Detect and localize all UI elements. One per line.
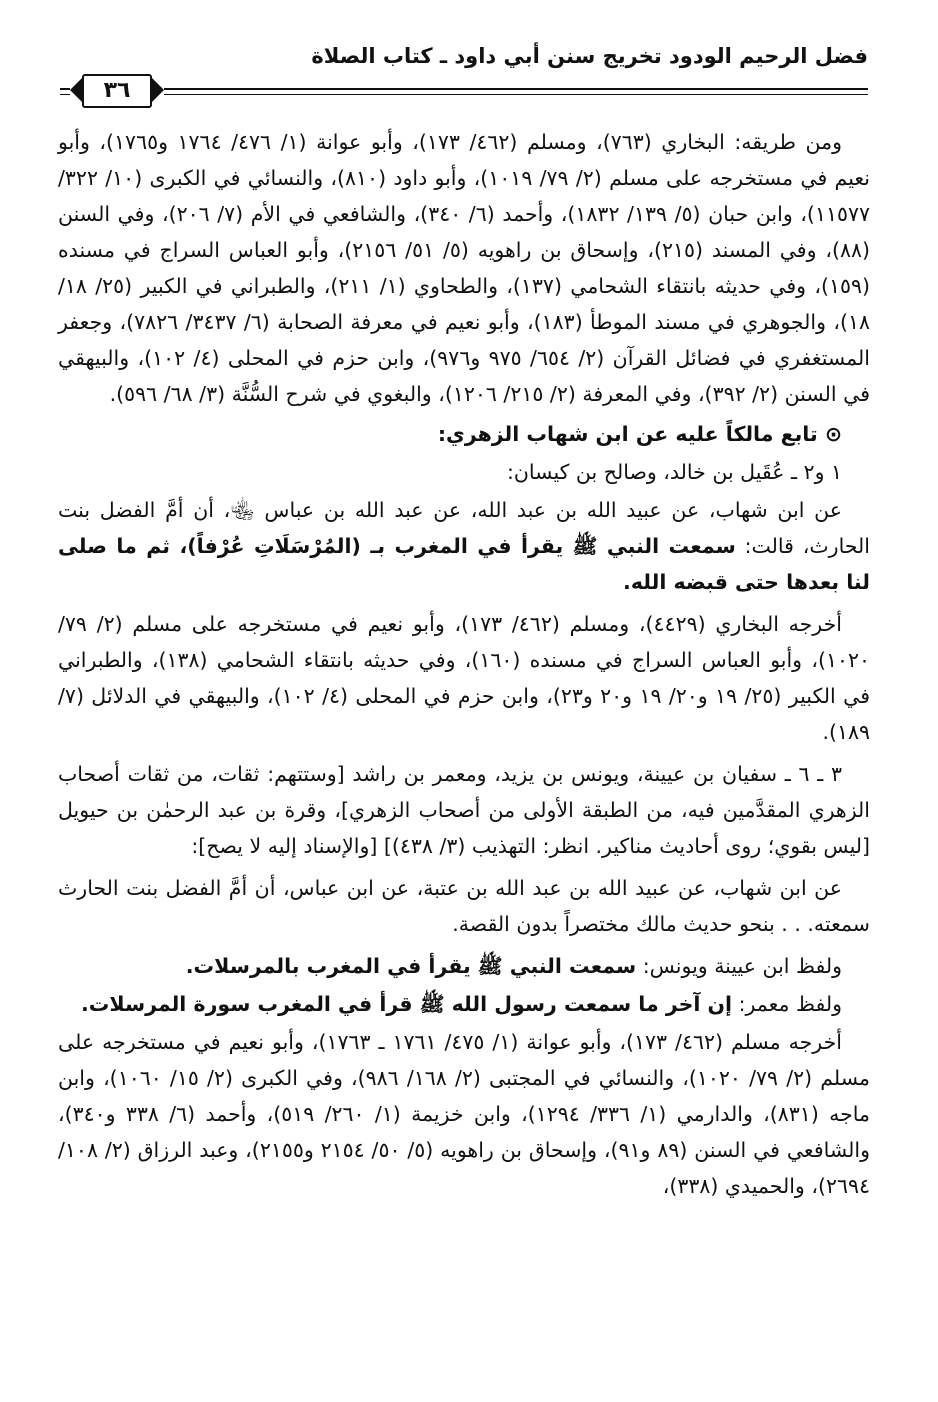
- page-number-ornament: [70, 70, 164, 110]
- hadith-matn: سمعت النبي ﷺ يقرأ في المغرب بـ (المُرْسَلَاتِ عُرْفاً)، ثم ما صلى لنا بعدها حتى قبضه الله.: [58, 534, 870, 594]
- paragraph-wording-2: [58, 986, 870, 1022]
- wording-matn: سمعت النبي ﷺ يقرأ في المغرب بالمرسلات.: [185, 954, 637, 978]
- header-rule-thin: [60, 94, 868, 95]
- paragraph-takhrij-1: ومن طريقه: البخاري (٧٦٣)، ومسلم (٤٦٢/ ١٧٣)، وأبو عوانة (١/ ٤٧٦/ ١٧٦٤ و١٧٦٥)، وأبو نعيم في مستخرجه على مسلم (٢/ ٧٩/ ١٠١٩)، وأبو داود (٨١٠)، والنسائي في الكبرى (١٠/ ٣٢٢/ ١١٥٧٧)، وابن حبان (٥/ ١٣٩/ ١٨٣٢)، وأحمد (٦/ ٣٤٠)، والشافعي في الأم (٧/ ٢٠٦)، وفي السنن (٨٨)، وفي المسند (٢١٥)، وإسحاق بن راهويه (٥/ ٥١/ ٢١٥٦)، وأبو العباس السراج في مسنده (١٥٩)، وفي حديثه بانتقاء الشحامي (١٣٧)، والطحاوي (١/ ٢١١)، والطبراني في الكبير (٢٥/ ١٨/ ١٨)، والجوهري في مسند الموطأ (١٨٣)، وأبو نعيم في معرفة الصحابة (٦/ ٣٤٣٧/ ٧٨٢٦)، وجعفر المستغفري في فضائل القرآن (٢/ ٦٥٤/ ٩٧٥ و٩٧٦)، وابن حزم في المحلى (٤/ ١٠٢)، والبيهقي في السنن (٢/ ٣٩٢)، وفي المعرفة (٢/ ٢١٥/ ١٢٠٦)، والبغوي في شرح السُّنَّة (٣/ ٦٨/ ٥٩٦).: [58, 130, 871, 406]
- paragraph-hadith-1: [58, 492, 870, 600]
- paragraph-takhrij-2: أخرجه البخاري (٤٤٢٩)، ومسلم (٤٦٢/ ١٧٣)، وأبو نعيم في مستخرجه على مسلم (٢/ ٧٩/ ١٠٢٠)، وأبو العباس السراج في مسنده (١٦٠)، وفي حديثه بانتقاء الشحامي (١٣٨)، والطبراني في الكبير (٢٥/ ١٩ و٢٠/ ١٩ و٢٠ و٢٣)، وابن حزم في المحلى (٤/ ١٠٢)، والبيهقي في الدلائل (٧/ ١٨٩).: [58, 612, 870, 744]
- wording-intro: ولفظ معمر:: [732, 992, 842, 1016]
- header-rule: [60, 88, 868, 90]
- paragraph-narrators-1: ١ و٢ ـ عُقَيل بن خالد، وصالح بن كيسان:: [506, 460, 842, 484]
- running-title: فضل الرحيم الودود تخريج سنن أبي داود ـ كتاب الصلاة: [311, 44, 868, 68]
- paragraph-takhrij-3: أخرجه مسلم (٤٦٢/ ١٧٣)، وأبو عوانة (١/ ٤٧٥/ ١٧٦١ ـ ١٧٦٣)، وأبو نعيم في مستخرجه على مسلم (٢/ ٧٩/ ١٠٢٠)، والنسائي في المجتبى (٢/ ١٦٨/ ٩٨٦)، وفي الكبرى (٢/ ١٥/ ١٠٦٠)، وابن ماجه (٨٣١)، والدارمي (١/ ٣٣٦/ ١٢٩٤)، وابن خزيمة (١/ ٢٦٠/ ٥١٩)، وأحمد (٦/ ٣٣٨ و٣٤٠)، والشافعي في السنن (٨٩ و٩١)، وإسحاق بن راهويه (٥/ ٥٠/ ٢١٥٤ و٢١٥٥)، وعبد الرزاق (٢/ ١٠٨/ ٢٦٩٤)، والحميدي (٣٣٨)،: [58, 1030, 871, 1198]
- page-header: [60, 40, 868, 110]
- page-number: ٣٦: [82, 74, 152, 108]
- ornament-right-arrow-icon: [152, 78, 164, 102]
- page-body: [58, 124, 870, 1210]
- hadith-isnad: عن ابن شهاب، عن عبيد الله بن عبد الله، عن عبد الله بن عباس ﵄، أن أمَّ الفضل بنت الحارث، قالت:: [58, 498, 870, 558]
- paragraph-wording-1: [58, 948, 870, 984]
- section-heading: ⊙ تابع مالكاً عليه عن ابن شهاب الزهري:: [437, 422, 842, 446]
- wording-matn: إن آخر ما سمعت رسول الله ﷺ قرأ في المغرب سورة المرسلات.: [81, 992, 733, 1016]
- ornament-left-arrow-icon: [70, 78, 82, 102]
- paragraph-hadith-2: عن ابن شهاب، عن عبيد الله بن عبد الله بن عتبة، عن ابن عباس، أن أمَّ الفضل بنت الحارث سمعته. . . بنحو حديث مالك مختصراً بدون القصة.: [58, 876, 870, 936]
- paragraph-narrators-2: ٣ ـ ٦ ـ سفيان بن عيينة، ويونس بن يزيد، ومعمر بن راشد [وستتهم: ثقات، من ثقات أصحاب الزهري المقدَّمين فيه، من الطبقة الأولى من أصحاب الزهري]، وقرة بن عبد الرحمٰن بن حيويل [ليس بقوي؛ روى أحاديث مناكير. انظر: التهذيب (٣/ ٤٣٨)] [والإسناد إليه لا يصح]:: [58, 762, 870, 858]
- wording-intro: ولفظ ابن عيينة ويونس:: [636, 954, 842, 978]
